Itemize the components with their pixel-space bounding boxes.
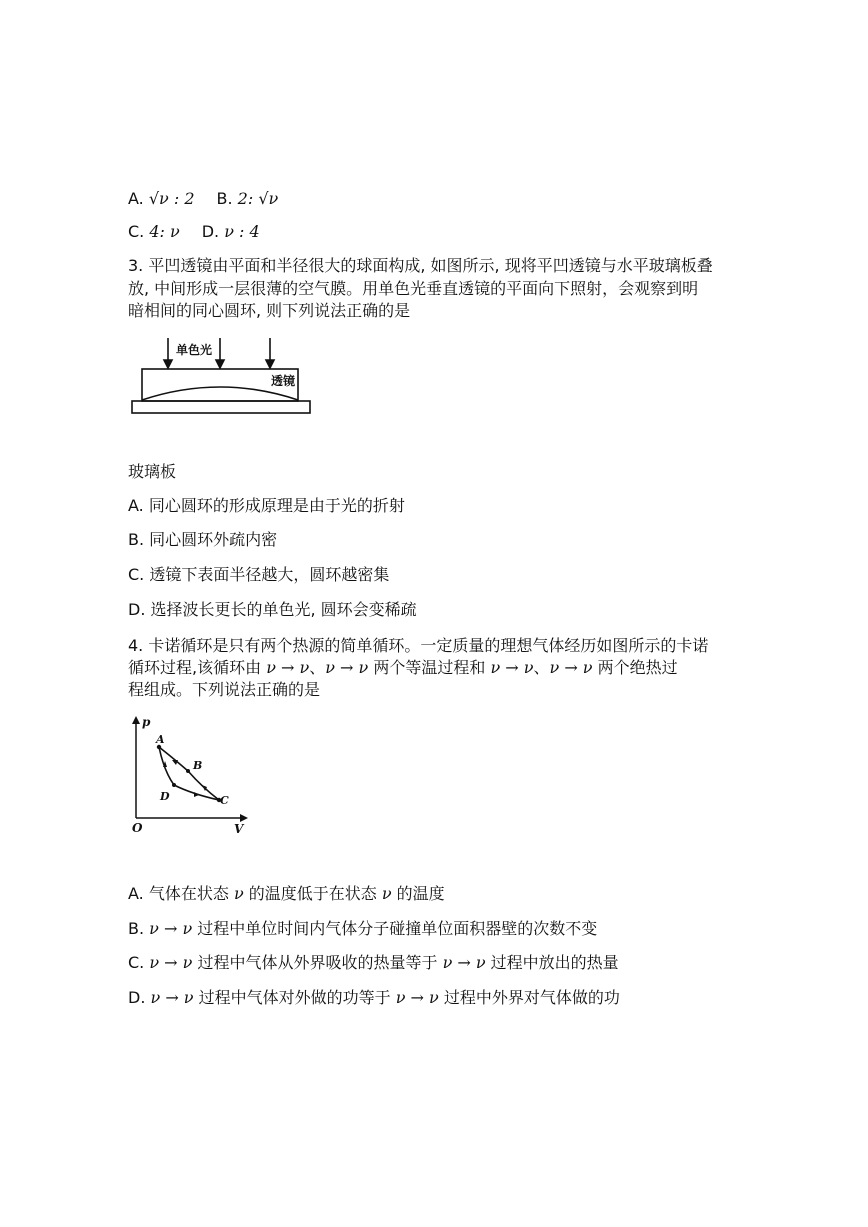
- q2-options-row-2: [128, 222, 260, 242]
- v-axis-arrow: [240, 814, 248, 822]
- q4-stem-line-2: 循环过程,该循环由 ν → ν、ν → ν 两个等温过程和 ν → ν、ν → ν 两个绝热过: [128, 658, 678, 677]
- p-axis-arrow: [132, 716, 140, 724]
- point-d-label: D: [160, 790, 170, 803]
- point-b-dot: [186, 769, 190, 773]
- point-d-dot: [172, 783, 176, 787]
- light-arrow-1-head: [164, 360, 172, 368]
- light-arrow-2-head: [216, 360, 224, 368]
- q3-stem-line-1: 3. 平凹透镜由平面和半径很大的球面构成, 如图所示, 现将平凹透镜与水平玻璃板叠: [128, 256, 713, 275]
- q2-option-b: B. 2: √ν: [216, 189, 279, 208]
- q2-option-c: C. 4: ν: [128, 222, 180, 241]
- q3-option-c: C. 透镜下表面半径越大，圆环越密集: [128, 565, 390, 584]
- q4-option-a: A. 气体在状态 ν 的温度低于在状态 ν 的温度: [128, 884, 445, 903]
- q3-stem-line-2: 放, 中间形成一层很薄的空气膜。用单色光垂直透镜的平面向下照射，会观察到明: [128, 279, 699, 298]
- point-b-label: B: [193, 759, 203, 772]
- q3-figure-caption: 玻璃板: [128, 462, 177, 481]
- origin-label: O: [132, 821, 143, 835]
- curve-c-d: [174, 785, 219, 800]
- lens-concave-surface: [142, 387, 298, 400]
- q4-option-d: D. ν → ν 过程中气体对外做的功等于 ν → ν 过程中外界对气体做的功: [128, 988, 620, 1007]
- q2-options-row-1: [128, 189, 278, 209]
- curve-a-b: [159, 747, 188, 771]
- light-label: 单色光: [176, 343, 213, 357]
- q4-option-c: C. ν → ν 过程中气体从外界吸收的热量等于 ν → ν 过程中放出的热量: [128, 953, 619, 972]
- q4-option-b: B. ν → ν 过程中单位时间内气体分子碰撞单位面积器壁的次数不变: [128, 919, 598, 938]
- point-a-label: A: [156, 733, 165, 746]
- q2-option-a: A. √ν : 2: [128, 189, 195, 208]
- p-axis-label: p: [142, 715, 151, 729]
- q3-stem-line-3: 暗相间的同心圆环, 则下列说法正确的是: [128, 301, 411, 320]
- lens-label: 透镜: [271, 374, 296, 388]
- q2-option-d: D. ν : 4: [201, 222, 260, 241]
- v-axis-label: V: [234, 822, 244, 836]
- point-c-label: C: [220, 794, 229, 807]
- q3-option-b: B. 同心圆环外疏内密: [128, 530, 278, 549]
- q4-pv-diagram: [128, 714, 254, 838]
- q4-stem-line-1: 4. 卡诺循环是只有两个热源的简单循环。一定质量的理想气体经历如图所示的卡诺: [128, 636, 709, 655]
- q4-stem-line-3: 程组成。下列说法正确的是: [128, 680, 321, 699]
- glass-plate: [132, 401, 310, 413]
- q3-option-a: A. 同心圆环的形成原理是由于光的折射: [128, 496, 405, 515]
- light-arrow-3-head: [266, 360, 274, 368]
- q3-option-d: D. 选择波长更长的单色光, 圆环会变稀疏: [128, 600, 417, 619]
- q3-lens-figure: [128, 334, 314, 418]
